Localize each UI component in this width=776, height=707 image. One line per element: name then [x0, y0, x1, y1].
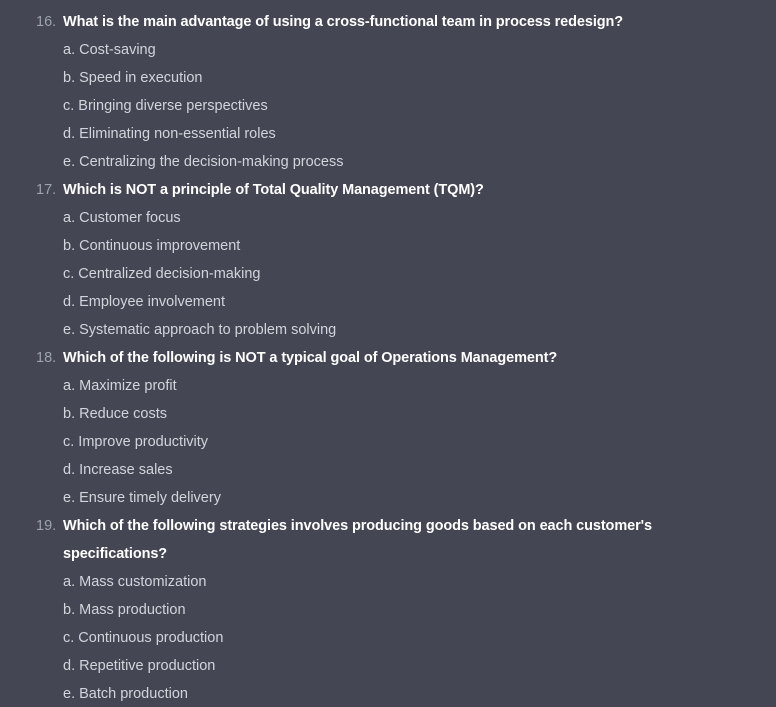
option-item: c. Centralized decision-making — [63, 266, 261, 282]
question-number: 18. — [36, 350, 57, 366]
option-item: d. Repetitive production — [63, 658, 216, 674]
option-item: d. Increase sales — [63, 462, 173, 478]
option-item: e. Centralizing the decision-making process — [63, 154, 344, 170]
question-item — [0, 176, 776, 344]
option-item: b. Continuous improvement — [63, 238, 241, 254]
option-item: c. Improve productivity — [63, 434, 209, 450]
question-number: 16. — [36, 14, 57, 30]
option-item: b. Speed in execution — [63, 70, 203, 86]
option-item: d. Employee involvement — [63, 294, 225, 310]
question-list — [0, 8, 776, 707]
option-item: a. Mass customization — [63, 574, 207, 590]
option-item: a. Maximize profit — [63, 378, 177, 394]
question-text: Which is NOT a principle of Total Quality Management (TQM)? — [63, 182, 484, 198]
option-item: c. Bringing diverse perspectives — [63, 98, 268, 114]
option-item: d. Eliminating non-essential roles — [63, 126, 276, 142]
question-text: Which of the following strategies involves producing goods based on each customer's specifications? — [63, 518, 652, 562]
question-text: What is the main advantage of using a cross-functional team in process redesign? — [63, 14, 624, 30]
question-item — [0, 344, 776, 512]
question-number: 19. — [36, 518, 57, 534]
option-item: e. Batch production — [63, 686, 188, 702]
cut-off-text-fragment — [63, 0, 323, 4]
option-item: c. Continuous production — [63, 630, 224, 646]
option-item: b. Mass production — [63, 602, 186, 618]
question-item — [0, 512, 776, 707]
option-list — [63, 568, 776, 707]
option-item: b. Reduce costs — [63, 406, 167, 422]
question-item — [0, 8, 776, 176]
option-list — [63, 36, 776, 176]
option-item: e. Systematic approach to problem solving — [63, 322, 337, 338]
option-item: a. Cost-saving — [63, 42, 156, 58]
option-list — [63, 204, 776, 344]
option-list — [63, 372, 776, 512]
option-item: a. Customer focus — [63, 210, 181, 226]
question-number: 17. — [36, 182, 57, 198]
option-item: e. Ensure timely delivery — [63, 490, 221, 506]
question-text: Which of the following is NOT a typical goal of Operations Management? — [63, 350, 558, 366]
